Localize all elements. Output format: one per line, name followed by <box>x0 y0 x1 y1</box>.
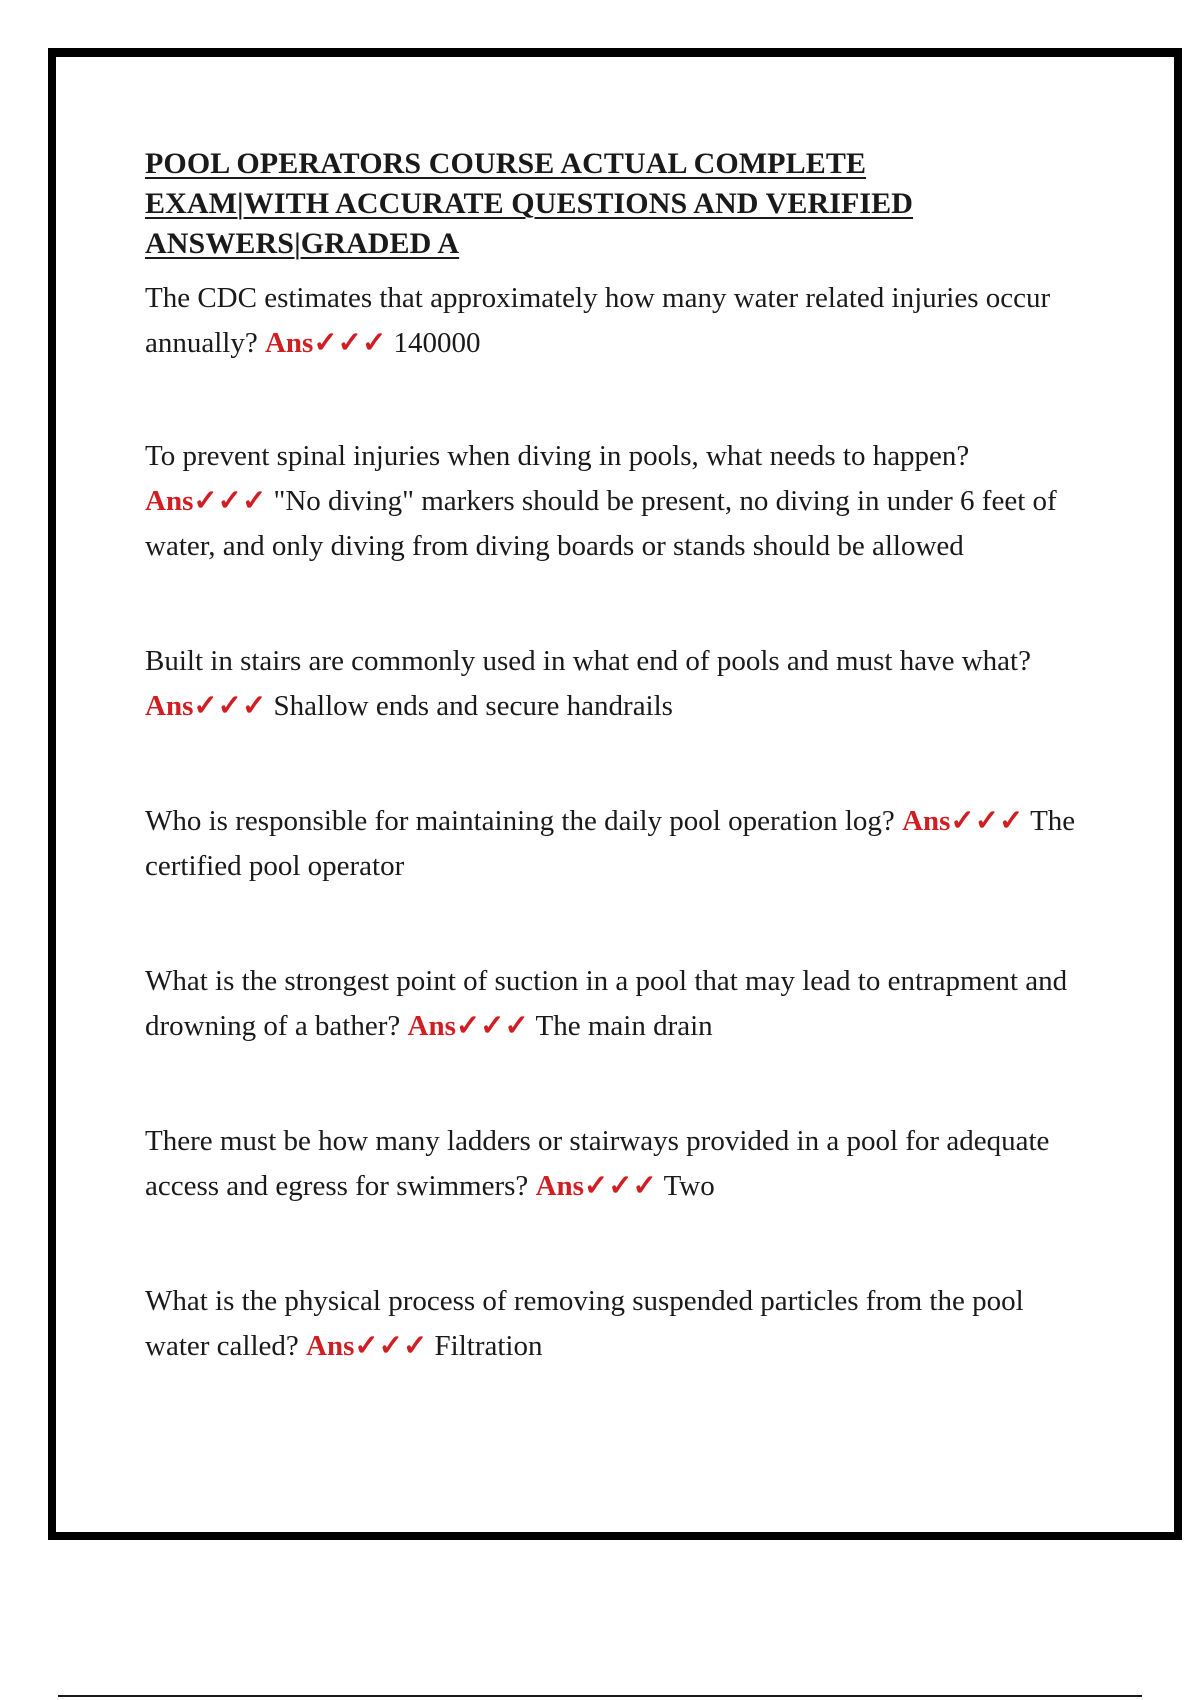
answer-text: The certified pool operator <box>145 805 1076 882</box>
answer-marker: Ans✓✓✓ <box>145 690 267 722</box>
question-text: There must be how many ladders or stairways provided in a pool for adequate access and egress for swimmers? <box>145 1125 1050 1202</box>
qa-item <box>145 799 1085 889</box>
bottom-divider <box>58 1695 1142 1697</box>
answer-text: Two <box>663 1170 715 1202</box>
question-text: What is the physical process of removing suspended particles from the pool water called? <box>145 1285 1024 1362</box>
answer-marker: Ans✓✓✓ <box>145 485 267 517</box>
document-content <box>145 144 1085 1369</box>
answer-marker: Ans✓✓✓ <box>264 327 387 359</box>
answer-text: Filtration <box>434 1330 543 1362</box>
qa-item <box>145 434 1085 569</box>
question-text: What is the strongest point of suction in a pool that may lead to entrapment and drowning of a bather? <box>145 965 1068 1042</box>
question-text: The CDC estimates that approximately how many water related injuries occur annually? <box>145 282 1051 359</box>
qa-item <box>145 1119 1085 1209</box>
title-line: ANSWERS|GRADED A <box>145 227 460 260</box>
document-title <box>145 144 1085 264</box>
qa-item <box>145 639 1085 729</box>
answer-text: "No diving" markers should be present, no diving in under 6 feet of water, and only diving from diving boards or stands should be allowed <box>145 485 1057 562</box>
qa-item <box>145 276 1085 366</box>
answer-text: The main drain <box>535 1010 713 1042</box>
answer-marker: Ans✓✓✓ <box>902 805 1024 837</box>
answer-text: Shallow ends and secure handrails <box>273 690 673 722</box>
answer-marker: Ans✓✓✓ <box>306 1330 428 1362</box>
question-text: Who is responsible for maintaining the daily pool operation log? <box>145 805 895 837</box>
title-line: POOL OPERATORS COURSE ACTUAL COMPLETE <box>145 147 867 180</box>
answer-marker: Ans✓✓✓ <box>407 1010 529 1042</box>
answer-text: 140000 <box>393 327 481 359</box>
question-text: Built in stairs are commonly used in what end of pools and must have what? <box>145 645 1031 677</box>
answer-marker: Ans✓✓✓ <box>535 1170 657 1202</box>
qa-item <box>145 959 1085 1049</box>
qa-item <box>145 1279 1085 1369</box>
title-line: EXAM|WITH ACCURATE QUESTIONS AND VERIFIED <box>145 187 914 220</box>
question-text: To prevent spinal injuries when diving in pools, what needs to happen? <box>145 440 970 472</box>
